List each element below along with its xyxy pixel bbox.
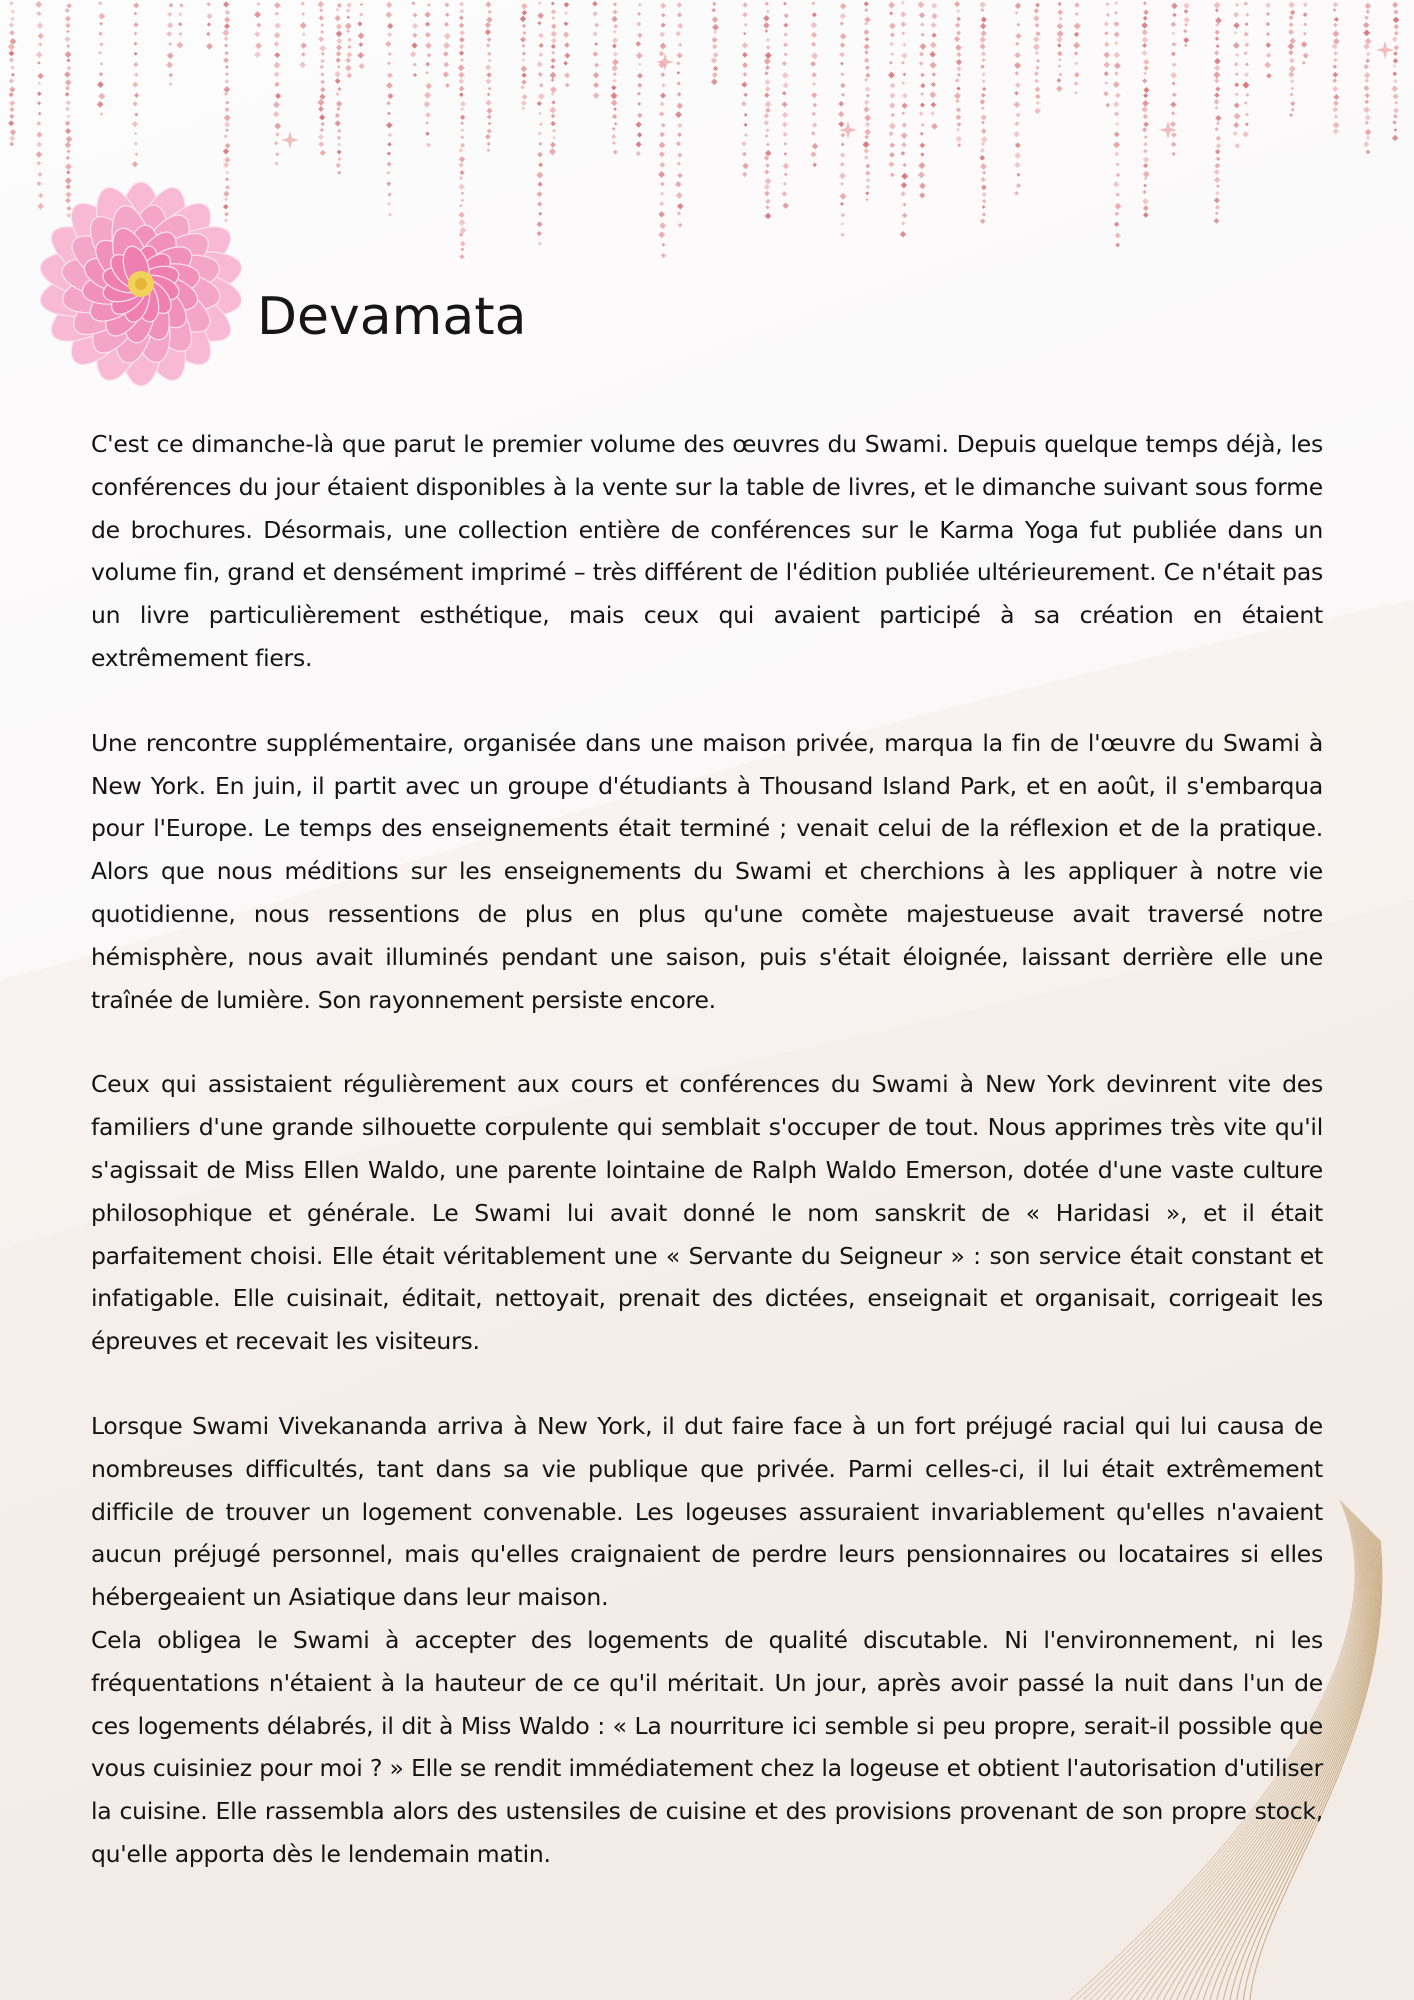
article-body — [91, 423, 1323, 1918]
paragraph-2: Une rencontre supplémentaire, organisée dans une maison privée, marqua la fin de l'œuvre du Swami à New York. En juin, il partit avec un groupe d'étudiants à Thousand Island Park, et en août, il s'embarqua pour l'Europe. Le temps des enseignements était terminé ; venait celui de la réflexion et de la pratique. Alors que nous méditions sur les enseignements du Swami et cherchions à les appliquer à notre vie quotidienne, nous ressentions de plus en plus qu'une comète majestueuse avait traversé notre hémisphère, nous avait illuminés pendant une saison, puis s'était éloignée, laissant derrière elle une traînée de lumière. Son rayonnement persiste encore. — [91, 728, 1323, 1014]
paragraph-5: Cela obligea le Swami à accepter des logements de qualité discutable. Ni l'environnement, ni les fréquentations n'étaient à la hauteur de ce qu'il méritait. Un jour, après avoir passé la nuit dans l'un de ces logements délabrés, il dit à Miss Waldo : « La nourriture ici semble si peu propre, serait-il possible que vous cuisiniez pour moi ? » Elle se rendit immédiatement chez la logeuse et obtient l'autorisation d'utiliser la cuisine. Elle rassembla alors des ustensiles de cuisine et des provisions provenant de son propre stock, qu'elle apporta dès le lendemain matin. — [91, 1625, 1323, 1868]
paragraph-4: Lorsque Swami Vivekananda arriva à New York, il dut faire face à un fort préjugé racial qui lui causa de nombreuses difficultés, tant dans sa vie publique que privée. Parmi celles-ci, il lui était extrêmement difficile de trouver un logement convenable. Les logeuses assuraient invariablement qu'elles n'avaient aucun préjugé personnel, mais qu'elles craignaient de perdre leurs pensionnaires ou locataires si elles hébergeaient un Asiatique dans leur maison. — [91, 1411, 1323, 1612]
paragraph-1: C'est ce dimanche-là que parut le premier volume des œuvres du Swami. Depuis quelque temps déjà, les conférences du jour étaient disponibles à la vente sur la table de livres, et le dimanche suivant sous forme de brochures. Désormais, une collection entière de conférences sur le Karma Yoga fut publiée dans un volume fin, grand et densément imprimé – très différent de l'édition publiée ultérieurement. Ce n'était pas un livre particulièrement esthétique, mais ceux qui avaient participé à sa création en étaient extrêmement fiers. — [91, 430, 1323, 672]
pink-dahlia-icon — [30, 180, 252, 388]
page-title: Devamata — [257, 287, 527, 347]
paragraph-3: Ceux qui assistaient régulièrement aux cours et conférences du Swami à New York devinrent vite des familiers d'une grande silhouette corpulente qui semblait s'occuper de tout. Nous apprimes très vite qu'il s'agissait de Miss Ellen Waldo, une parente lointaine de Ralph Waldo Emerson, dotée d'une vaste culture philosophique et générale. Le Swami lui avait donné le nom sanskrit de « Haridasi », et il était parfaitement choisi. Elle était véritablement une « Servante du Seigneur » : son service était constant et infatigable. Elle cuisinait, éditait, nettoyait, prenait des dictées, enseignait et organisait, corrigeait les épreuves et recevait les visiteurs. — [91, 1070, 1323, 1356]
